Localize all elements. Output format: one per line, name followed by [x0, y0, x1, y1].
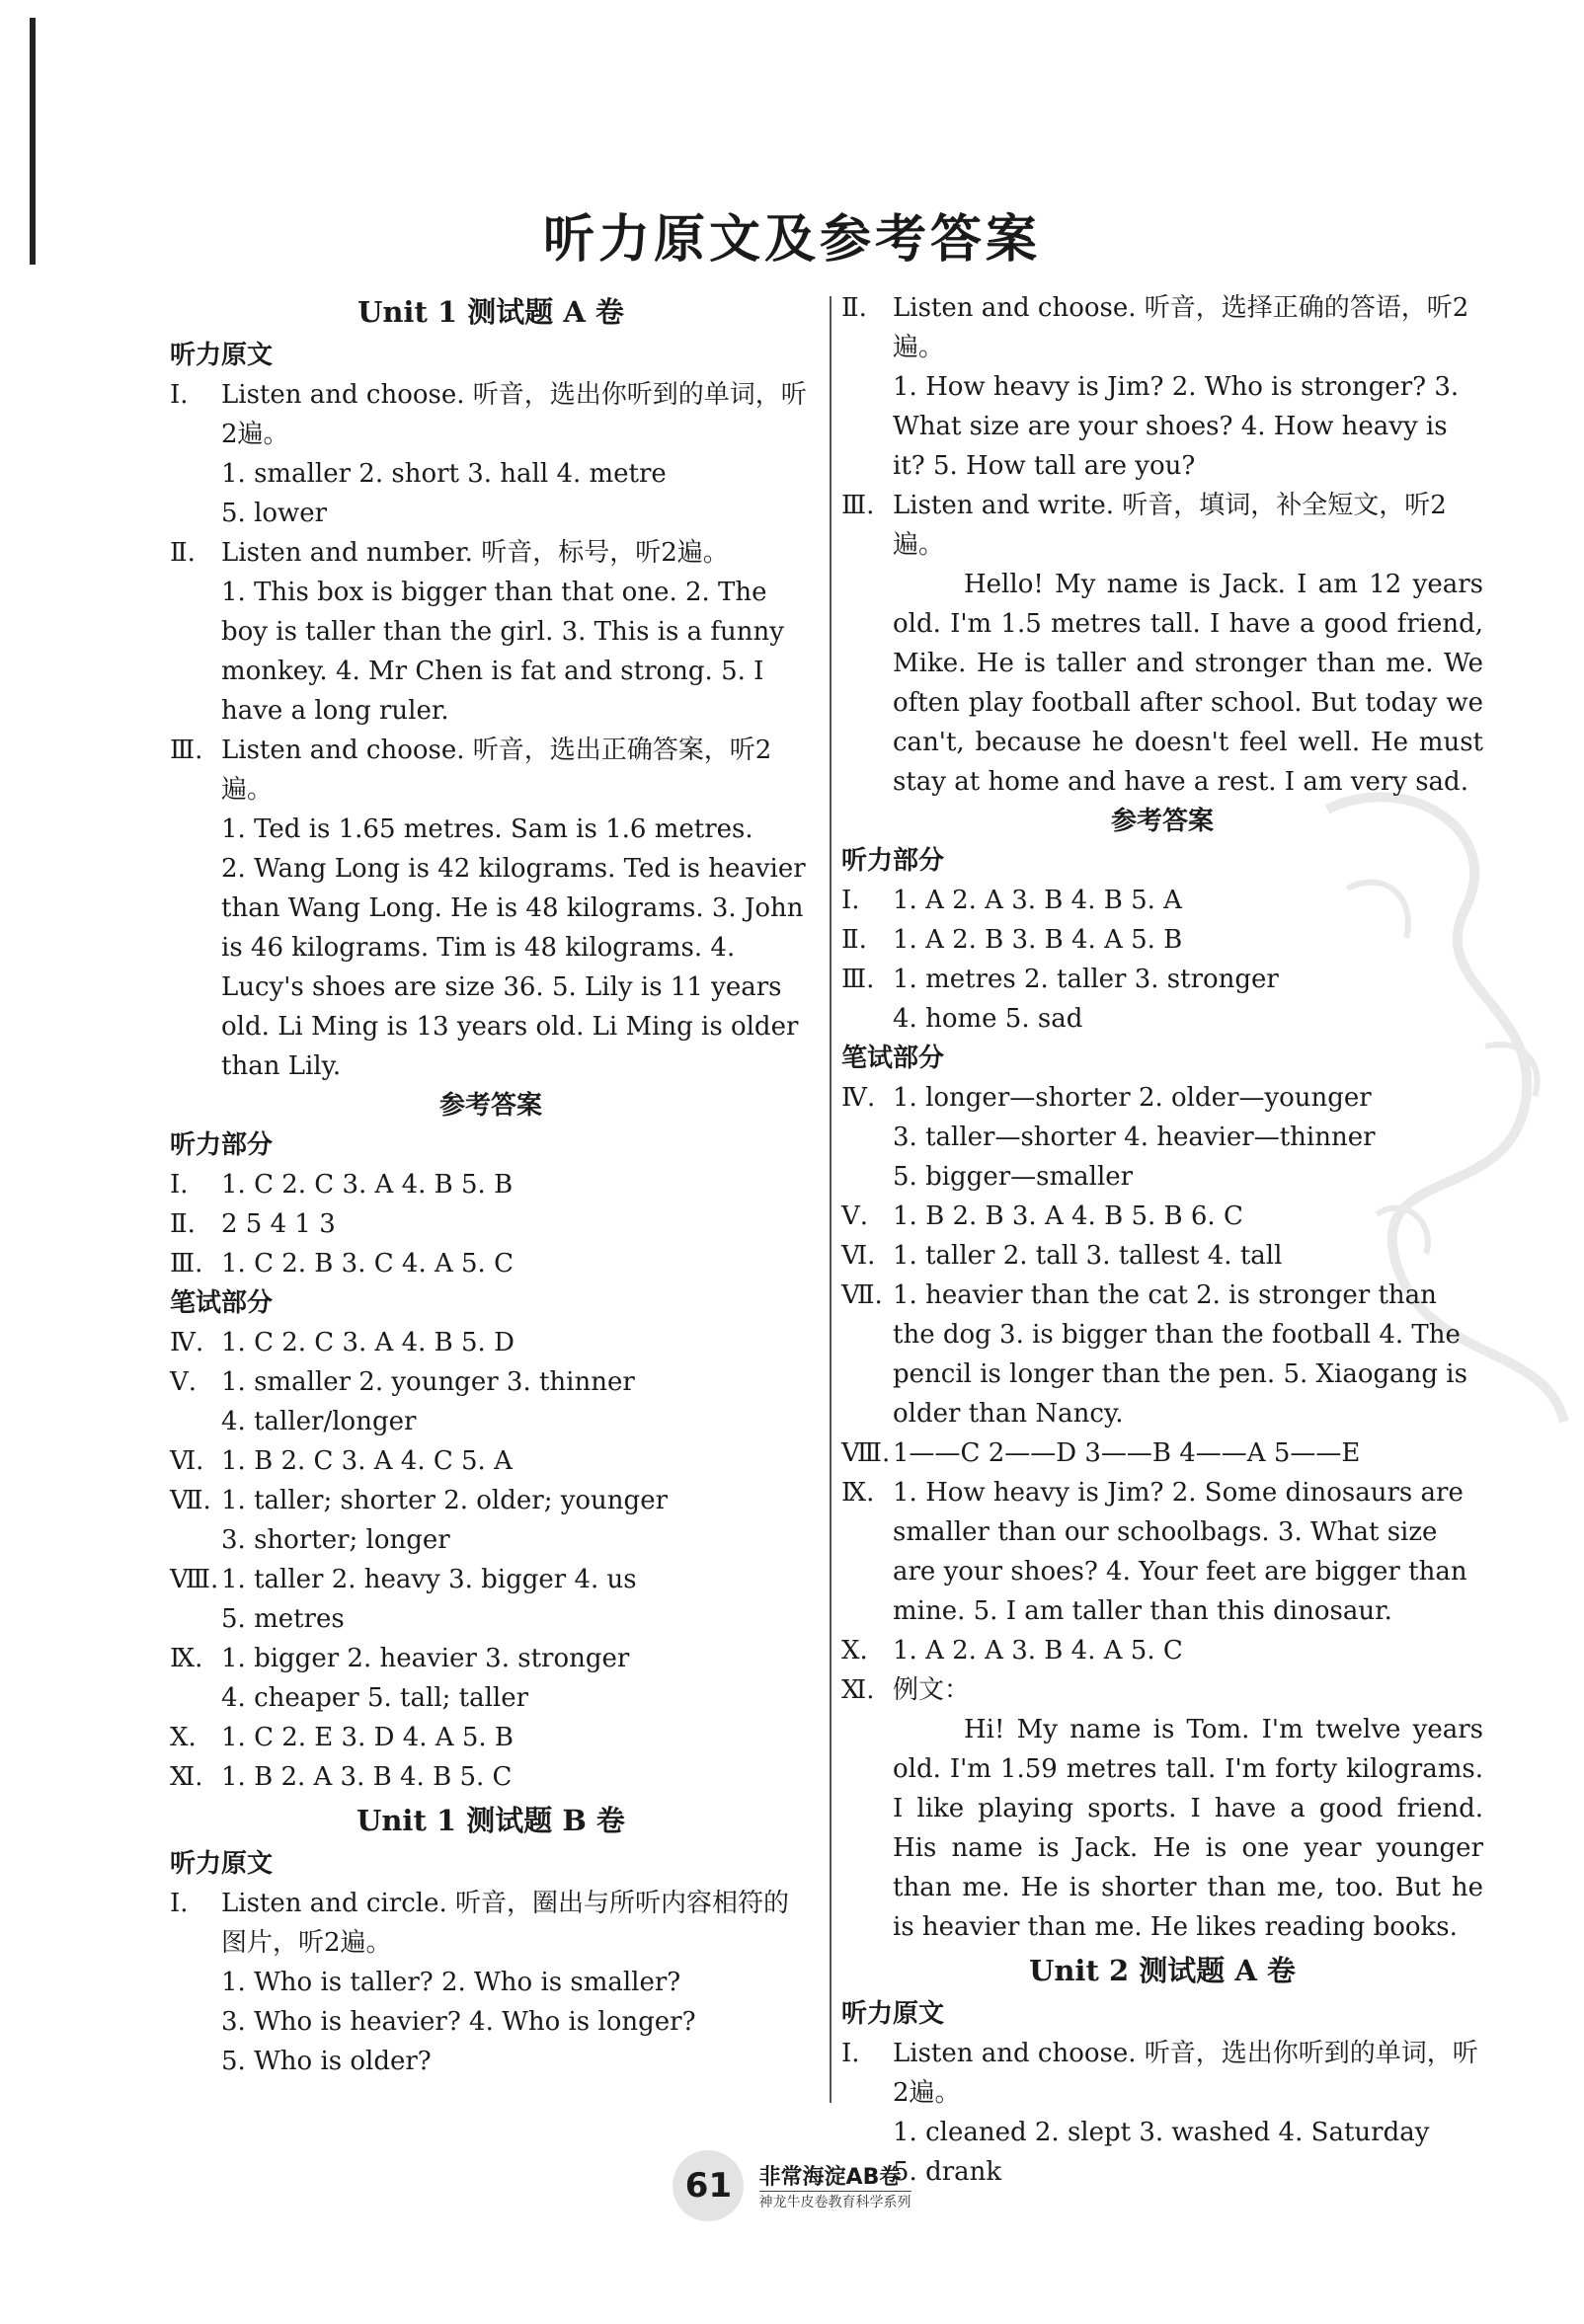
answer-number: Ⅺ.: [170, 1762, 203, 1792]
answer-row: [841, 1236, 1483, 1276]
question-3: [170, 731, 812, 810]
answer-line: 1. smaller 2. short 3. hall 4. metre: [221, 459, 667, 489]
answer-row: [841, 1197, 1483, 1236]
answer-row: [170, 1560, 812, 1599]
answer-line: 5. lower: [221, 499, 328, 528]
question-number: Ⅲ.: [170, 736, 203, 765]
script-text: 1. This box is bigger than that one. 2. The boy is taller than the girl. 3. This is a funny monkey. 4. Mr Chen is fat and strong. 5. I have a long ruler.: [221, 578, 784, 726]
question-number: Ⅱ.: [841, 293, 867, 323]
answer-line: 3. taller—shorter 4. heavier—thinner: [893, 1123, 1376, 1152]
script-text: 3. Who is heavier? 4. Who is longer?: [221, 2007, 696, 2037]
answer-line: 4. taller/longer: [221, 1407, 417, 1436]
answer-row: [170, 1323, 812, 1362]
script-text: 5. drank: [893, 2157, 1002, 2187]
written-part-label: 笔试部分: [170, 1288, 274, 1318]
listening-script-label: 听力原文: [170, 1849, 274, 1879]
answer-text: 例文：: [893, 1675, 971, 1705]
answer-number: Ⅲ.: [170, 1249, 203, 1278]
answer-text: 1. bigger 2. heavier 3. stronger: [221, 1644, 630, 1673]
answer-row: [841, 1433, 1483, 1473]
question-number: Ⅰ.: [170, 380, 189, 410]
unit1-test-a-heading: Unit 1 测试题 A 卷: [357, 295, 624, 329]
answer-number: Ⅳ.: [841, 1083, 876, 1113]
answer-row: [170, 1204, 812, 1244]
answer-number: Ⅶ.: [170, 1486, 211, 1515]
question-1: [170, 1884, 812, 1963]
answer-number: Ⅵ.: [841, 1241, 876, 1271]
answer-text: 1. A 2. A 3. B 4. A 5. C: [893, 1636, 1183, 1666]
answer-number: Ⅸ.: [841, 1478, 875, 1508]
answer-row: [841, 1276, 1483, 1433]
answer-row: [170, 1165, 812, 1204]
script-text: 1. cleaned 2. slept 3. washed 4. Saturday: [893, 2118, 1430, 2147]
answer-number: Ⅵ.: [170, 1446, 204, 1476]
question-instruction: Listen and number. 听音，标号，听2遍。: [221, 538, 729, 568]
answer-row: [841, 960, 1483, 999]
brand-name: 非常海淀AB卷: [758, 2165, 902, 2190]
answer-text: 1. C 2. B 3. C 4. A 5. C: [221, 1249, 514, 1278]
answer-text: 1. smaller 2. younger 3. thinner: [221, 1367, 635, 1397]
column-divider: [830, 296, 832, 2103]
question-instruction: Listen and choose. 听音，选择正确的答语，听2遍。: [893, 293, 1469, 362]
script-paragraph: Hello! My name is Jack. I am 12 years old. I'm 1.5 metres tall. I have a good friend, Mike. He is taller and stronger than me. We often play football after school. But today we can't, because he doesn't feel well. He must stay at home and have a rest. I am very sad.: [893, 570, 1483, 797]
question-instruction: Listen and choose. 听音，选出你听到的单词，听2遍。: [893, 2039, 1478, 2108]
answer-number: Ⅰ.: [170, 1170, 189, 1200]
right-column: [841, 288, 1483, 2192]
answer-row: [841, 1473, 1483, 1631]
question-instruction: Listen and circle. 听音，圈出与所听内容相符的图片，听2遍。: [221, 1889, 790, 1958]
question-number: Ⅱ.: [170, 538, 196, 568]
page-title: 听力原文及参考答案: [542, 209, 1041, 270]
answer-row: [841, 1631, 1483, 1670]
answer-number: Ⅱ.: [170, 1209, 196, 1239]
answer-row: [841, 881, 1483, 920]
answer-text: 1. C 2. C 3. A 4. B 5. B: [221, 1170, 514, 1200]
answer-row: [170, 1757, 812, 1797]
script-text: 1. How heavy is Jim? 2. Who is stronger? 3. What size are your shoes? 4. How heavy is it? 5. How tall are you?: [893, 372, 1460, 481]
answer-row: [170, 1481, 812, 1520]
answer-text: 1. How heavy is Jim? 2. Some dinosaurs are smaller than our schoolbags. 3. What size are your shoes? 4. Your feet are bigger than mine. 5. I am taller than this dinosaur.: [893, 1478, 1467, 1626]
answer-number: Ⅷ.: [841, 1438, 891, 1468]
answer-number: Ⅺ.: [841, 1675, 875, 1705]
answer-text: 1. C 2. E 3. D 4. A 5. B: [221, 1723, 515, 1752]
question-number: Ⅲ.: [841, 491, 875, 520]
answer-text: 1. B 2. B 3. A 4. B 5. B 6. C: [893, 1201, 1243, 1231]
script-text: 2. Wang Long is 42 kilograms. Ted is heavier than Wang Long. He is 48 kilograms. 3. John is 46 kilograms. Tim is 48 kilograms. 4. Lucy's shoes are size 36. 5. Lily is 11 years old. Li Ming is 13 years old. Li Ming is older than Lily.: [221, 854, 806, 1081]
answer-text: 1. A 2. A 3. B 4. B 5. A: [893, 886, 1182, 915]
question-1: [170, 375, 812, 454]
question-3: [841, 486, 1483, 565]
listening-script-label: 听力原文: [841, 1999, 945, 2029]
answer-number: Ⅴ.: [170, 1367, 198, 1397]
answer-number: Ⅰ.: [841, 886, 860, 915]
answer-line: 4. cheaper 5. tall; taller: [221, 1683, 529, 1713]
written-part-label: 笔试部分: [841, 1044, 945, 1073]
answer-text: 1. taller 2. heavy 3. bigger 4. us: [221, 1565, 637, 1594]
answer-number: Ⅶ.: [841, 1280, 883, 1310]
answer-number: Ⅲ.: [841, 965, 875, 994]
question-2: [841, 288, 1483, 367]
answer-row: [170, 1362, 812, 1402]
question-instruction: Listen and choose. 听音，选出正确答案，听2遍。: [221, 736, 772, 805]
answer-number: Ⅷ.: [170, 1565, 219, 1594]
answer-key-label: 参考答案: [438, 1091, 542, 1121]
answer-text: 2 5 4 1 3: [221, 1209, 336, 1239]
answer-line: 5. metres: [221, 1604, 345, 1634]
script-text: 1. Ted is 1.65 metres. Sam is 1.6 metres.: [221, 814, 753, 844]
answer-number: Ⅱ.: [841, 925, 867, 955]
listening-part-label: 听力部分: [170, 1130, 274, 1160]
answer-text: 1. C 2. C 3. A 4. B 5. D: [221, 1328, 515, 1357]
answer-text: 1. metres 2. taller 3. stronger: [893, 965, 1279, 994]
unit1-test-b-heading: Unit 1 测试题 B 卷: [356, 1804, 625, 1837]
unit2-test-a-heading: Unit 2 测试题 A 卷: [1029, 1954, 1296, 1987]
answer-number: Ⅹ.: [841, 1636, 868, 1666]
question-instruction: Listen and choose. 听音，选出你听到的单词，听2遍。: [221, 380, 807, 449]
answer-line: 3. shorter; longer: [221, 1525, 450, 1555]
answer-text: 1. taller 2. tall 3. tallest 4. tall: [893, 1241, 1283, 1271]
listening-script-label: 听力原文: [170, 341, 274, 370]
answer-text: 1. B 2. C 3. A 4. C 5. A: [221, 1446, 513, 1476]
answer-number: Ⅸ.: [170, 1644, 203, 1673]
answer-number: Ⅴ.: [841, 1201, 869, 1231]
answer-key-label: 参考答案: [1110, 807, 1214, 836]
question-2: [170, 533, 812, 573]
script-text: 1. Who is taller? 2. Who is smaller?: [221, 1968, 681, 1997]
answer-row: [170, 1244, 812, 1283]
answer-row: [841, 1670, 1483, 1710]
answer-text: 1. B 2. A 3. B 4. B 5. C: [221, 1762, 513, 1792]
answer-row: [841, 920, 1483, 960]
answer-text: 1. A 2. B 3. B 4. A 5. B: [893, 925, 1183, 955]
question-number: Ⅰ.: [170, 1889, 189, 1918]
left-column: [170, 288, 812, 2081]
answer-text: 1. taller; shorter 2. older; younger: [221, 1486, 669, 1515]
page-footer: [0, 2150, 1584, 2221]
answer-line: 4. home 5. sad: [893, 1004, 1083, 1034]
listening-part-label: 听力部分: [841, 846, 945, 876]
question-number: Ⅰ.: [841, 2039, 860, 2068]
answer-number: Ⅹ.: [170, 1723, 197, 1752]
question-1: [841, 2034, 1483, 2113]
answer-line: 5. bigger—smaller: [893, 1162, 1134, 1192]
page-number: 61: [673, 2150, 744, 2221]
answer-row: [170, 1441, 812, 1481]
series-name: 神龙牛皮卷教育科学系列: [759, 2191, 911, 2211]
answer-row: [170, 1639, 812, 1678]
answer-row: [170, 1718, 812, 1757]
brand-block: [759, 2160, 911, 2211]
script-text: 5. Who is older?: [221, 2047, 432, 2076]
answer-text: 1——C 2——D 3——B 4——A 5——E: [893, 1438, 1361, 1468]
answer-text: 1. heavier than the cat 2. is stronger than the dog 3. is bigger than the football 4. The pencil is longer than the pen. 5. Xiaogang is older than Nancy.: [893, 1280, 1467, 1429]
answer-row: [841, 1078, 1483, 1118]
answer-text: 1. longer—shorter 2. older—younger: [893, 1083, 1372, 1113]
answer-number: Ⅳ.: [170, 1328, 204, 1357]
sample-essay: Hi! My name is Tom. I'm twelve years old. I'm 1.59 metres tall. I'm forty kilograms. I like playing sports. I have a good friend. His name is Jack. He is one year younger than me. He is shorter than me, too. But he is heavier than me. He likes reading books.: [893, 1715, 1483, 1942]
question-instruction: Listen and write. 听音，填词，补全短文，听2遍。: [893, 491, 1447, 560]
